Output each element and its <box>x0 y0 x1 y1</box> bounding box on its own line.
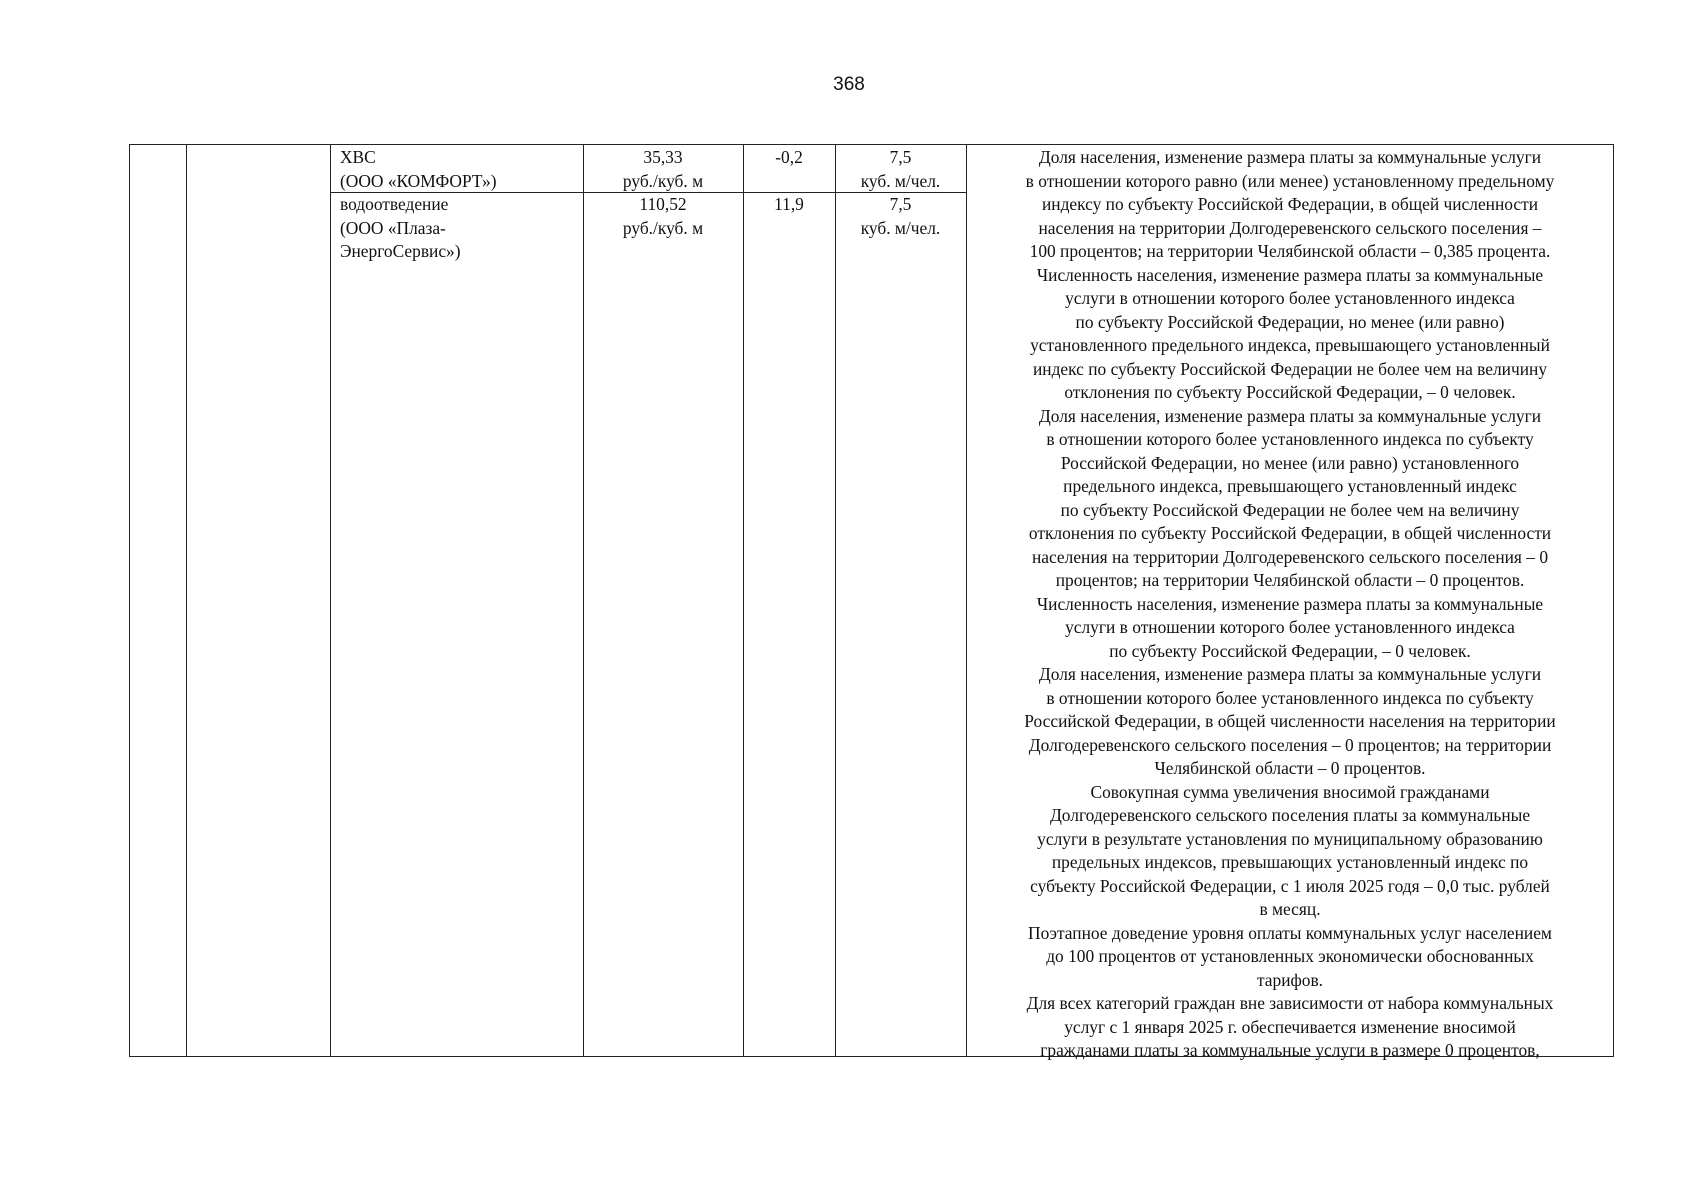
description-line: населения на территории Долгодеревенского сельского поселения – <box>1038 217 1542 238</box>
description-line: Российской Федерации, в общей численности населения на территории <box>1024 711 1556 731</box>
change-value: 11,9 <box>774 194 804 214</box>
description-line: Российской Федерации, но менее (или равно) установленного <box>1060 452 1520 473</box>
service-provider-line: ЭнергоСервис») <box>340 241 461 261</box>
description-line: субъекту Российской Федерации, с 1 июля 2025 годя – 0,0 тыс. рублей <box>1030 875 1550 896</box>
description-line: индексу по субъекту Российской Федерации, в общей численности <box>1041 194 1539 214</box>
description-line: Поэтапное доведение уровня оплаты коммунальных услуг населением <box>1028 922 1552 943</box>
description-line: в отношении которого равно (или менее) установленному предельному <box>1025 170 1555 191</box>
description-cell <box>966 146 1614 1063</box>
tariff-unit: руб./куб. м <box>622 217 704 238</box>
description-line: Численность населения, изменение размера платы за коммунальные <box>1036 264 1544 285</box>
tariff-value: 110,52 <box>639 194 687 214</box>
column-divider <box>330 145 331 1056</box>
description-line: в месяц. <box>1259 899 1321 919</box>
tariff-value: 35,33 <box>643 147 683 167</box>
change-cell <box>743 193 835 217</box>
service-name-line: водоотведение <box>340 194 449 214</box>
description-line: Долгодеревенского сельского поселения платы за коммунальные <box>1049 805 1531 825</box>
norm-value: 7,5 <box>889 147 912 167</box>
description-line: в отношении которого более установленного индекса по субъекту <box>1046 687 1534 708</box>
description-line: до 100 процентов от установленных экономически обоснованных <box>1046 946 1534 966</box>
description-line: услуги в результате установления по муниципальному образованию <box>1037 828 1543 849</box>
description-line: услуги в отношении которого более установленного индекса <box>1065 617 1515 637</box>
norm-unit: куб. м/чел. <box>860 170 941 191</box>
column-divider <box>743 145 744 1056</box>
change-cell <box>743 146 835 170</box>
description-line: 100 процентов; на территории Челябинской области – 0,385 процента. <box>1029 241 1551 261</box>
description-line: Численность населения, изменение размера платы за коммунальные <box>1036 593 1544 614</box>
norm-cell <box>835 193 966 240</box>
tariff-unit: руб./куб. м <box>622 170 704 191</box>
description-line: тарифов. <box>1256 969 1324 990</box>
tariff-cell <box>583 193 743 240</box>
tariff-cell <box>583 146 743 193</box>
description-line: по субъекту Российской Федерации, – 0 человек. <box>1109 640 1471 661</box>
norm-value: 7,5 <box>889 194 912 214</box>
service-name-cell <box>340 146 497 193</box>
description-line: отклонения по субъекту Российской Федерации, в общей численности <box>1028 523 1552 543</box>
description-line: предельных индексов, превышающих установленный индекс по <box>1051 852 1529 872</box>
description-line: индекс по субъекту Российской Федерации не более чем на величину <box>1032 358 1548 379</box>
tariff-table <box>129 144 1614 1060</box>
description-line: предельного индекса, превышающего установленный индекс <box>1063 476 1517 496</box>
change-value: -0,2 <box>775 147 803 167</box>
description-line: Совокупная сумма увеличения вносимой гражданами <box>1090 781 1490 802</box>
description-line: гражданами платы за коммунальные услуги в размере 0 процентов, <box>1040 1040 1540 1060</box>
description-line: отклонения по субъекту Российской Федерации, – 0 человек. <box>1064 382 1516 402</box>
description-line: услуги в отношении которого более установленного индекса <box>1065 288 1515 308</box>
description-line: процентов; на территории Челябинской области – 0 процентов. <box>1055 570 1525 590</box>
norm-cell <box>835 146 966 193</box>
description-line: по субъекту Российской Федерации не более чем на величину <box>1060 499 1520 520</box>
description-line: установленного предельного индекса, превышающего установленный <box>1030 335 1550 355</box>
description-line: Для всех категорий граждан вне зависимости от набора коммунальных <box>1026 993 1554 1013</box>
description-line: по субъекту Российской Федерации, но менее (или равно) <box>1075 311 1505 332</box>
column-divider <box>186 145 187 1056</box>
description-line: в отношении которого более установленного индекса по субъекту <box>1046 429 1534 449</box>
description-line: Челябинской области – 0 процентов. <box>1154 758 1426 778</box>
description-line: услуг с 1 января 2025 г. обеспечивается изменение вносимой <box>1064 1016 1516 1037</box>
service-provider-line: (ООО «Плаза- <box>340 217 446 238</box>
description-line: населения на территории Долгодеревенского сельского поселения – 0 <box>1031 546 1549 567</box>
column-divider <box>583 145 584 1056</box>
norm-unit: куб. м/чел. <box>860 217 941 238</box>
service-provider-line: (ООО «КОМФОРТ») <box>340 170 497 191</box>
service-name-cell <box>340 193 461 264</box>
description-line: Долгодеревенского сельского поселения – 0 процентов; на территории <box>1028 734 1552 755</box>
description-line: Доля населения, изменение размера платы за коммунальные услуги <box>1038 405 1542 426</box>
description-line: Доля населения, изменение размера платы за коммунальные услуги <box>1038 147 1542 167</box>
service-name-line: ХВС <box>340 147 376 167</box>
page-number: 368 <box>833 74 865 95</box>
column-divider <box>835 145 836 1056</box>
description-line: Доля населения, изменение размера платы за коммунальные услуги <box>1038 664 1542 684</box>
